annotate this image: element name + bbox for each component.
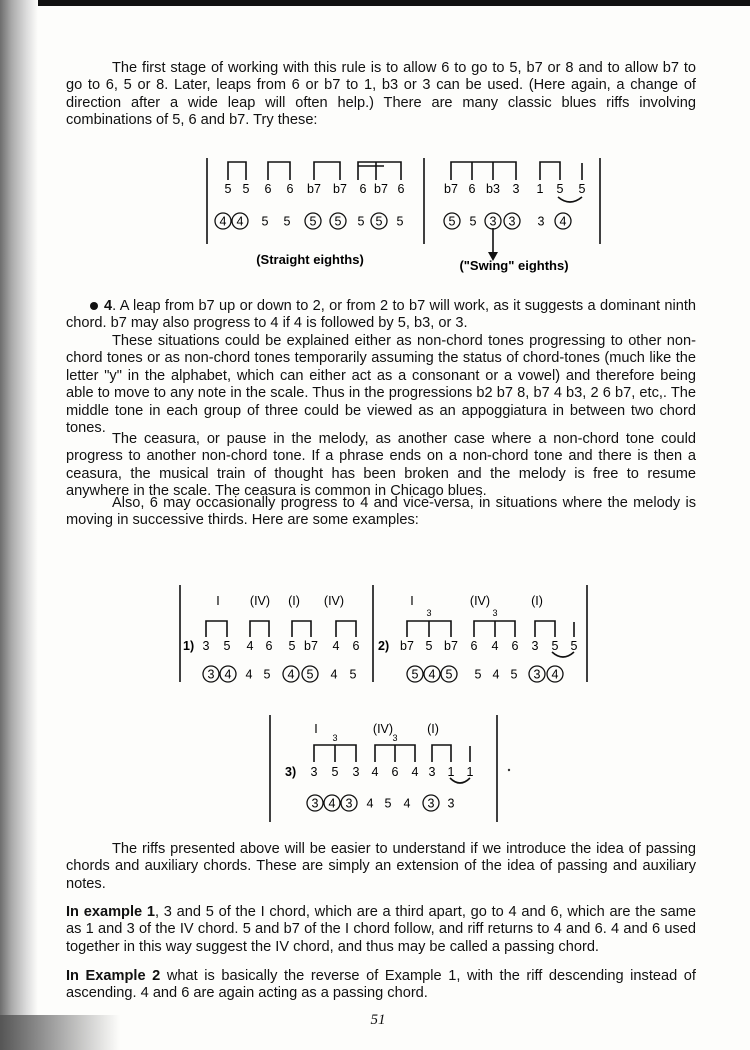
note: 3 bbox=[428, 765, 436, 779]
chord-symbol: (I) bbox=[531, 594, 543, 608]
string-number: 5 bbox=[283, 214, 291, 229]
note: 5 bbox=[570, 639, 578, 653]
note: b3 bbox=[486, 182, 500, 196]
chord-symbol: I bbox=[216, 594, 220, 608]
note: 3 bbox=[352, 765, 360, 779]
string-number: 5 bbox=[357, 214, 365, 229]
chord-symbol: (I) bbox=[288, 594, 300, 608]
note: 6 bbox=[352, 639, 360, 653]
note: 5 bbox=[556, 182, 564, 196]
string-circle: 3 bbox=[427, 796, 435, 811]
string-circle: 5 bbox=[411, 667, 419, 682]
note: 5 bbox=[223, 639, 231, 653]
chord-symbol: (IV) bbox=[323, 594, 345, 608]
chord-symbol: (I) bbox=[427, 722, 439, 736]
note: 5 bbox=[425, 639, 433, 653]
string-number: 5 bbox=[263, 667, 271, 682]
string-circle: 5 bbox=[375, 214, 383, 229]
scan-corner-shadow bbox=[0, 1015, 120, 1050]
scan-top-edge bbox=[0, 0, 750, 6]
string-circle: 4 bbox=[224, 667, 232, 682]
note: 4 bbox=[332, 639, 340, 653]
note: 1 bbox=[466, 765, 474, 779]
string-circle: 3 bbox=[207, 667, 215, 682]
string-circle: 3 bbox=[508, 214, 516, 229]
note: 6 bbox=[397, 182, 405, 196]
note: 3 bbox=[202, 639, 210, 653]
note: 5 bbox=[288, 639, 296, 653]
chord-symbol: I bbox=[314, 722, 318, 736]
string-circle: 3 bbox=[311, 796, 319, 811]
note: 4 bbox=[246, 639, 254, 653]
note: 6 bbox=[265, 639, 273, 653]
note: b7 bbox=[374, 182, 388, 196]
string-number: 4 bbox=[330, 667, 338, 682]
note: 6 bbox=[468, 182, 476, 196]
note: 6 bbox=[264, 182, 272, 196]
string-circle: 4 bbox=[551, 667, 559, 682]
paragraph-6: The riffs presented above will be easier to understand if we introduce the idea of passing chords and auxiliary chords. These are simply an extension of the idea of passing and auxiliary notes. bbox=[66, 841, 696, 892]
note: b7 bbox=[333, 182, 347, 196]
string-circle: 4 bbox=[219, 214, 227, 229]
note: 5 bbox=[578, 182, 586, 196]
page-number: 51 bbox=[370, 1012, 386, 1028]
string-number: 4 bbox=[366, 796, 374, 811]
note: 5 bbox=[551, 639, 559, 653]
example-heading: In Example 2 bbox=[66, 968, 161, 984]
note: 6 bbox=[286, 182, 294, 196]
string-circle: 4 bbox=[559, 214, 567, 229]
string-number: 5 bbox=[349, 667, 357, 682]
paragraph-4: The ceasura, or pause in the melody, as another case where a non-chord tone could progress to another non-chord tone. If a phrase ends on a non-chord tone and there is then a ceasura, the musical train of thought has been broken and the melody is free to resume anywhere in the scale. The ceasura is common in Chicago blues. bbox=[66, 431, 696, 500]
paragraph-3: These situations could be explained either as non-chord tones progressing to other non-chord tones or as non-chord tones temporarily assuming the status of chord-tones (much like the letter "y" in the alphabet, which can either act as a consonant or a vowel) and therefore being able to move to any note in the scale. Thus in the progressions b2 b7 8, b7 4 b3, 2 6 b7, etc,. The middle tone in each group of three could be viewed as an appoggiatura in between two chord tones. bbox=[66, 333, 696, 437]
note: 5 bbox=[242, 182, 250, 196]
caption-swing-eighths: ("Swing" eighths) bbox=[459, 258, 569, 273]
note: b7 bbox=[400, 639, 414, 653]
string-circle: 4 bbox=[236, 214, 244, 229]
note: b7 bbox=[304, 639, 318, 653]
bullet-icon bbox=[90, 302, 98, 310]
string-circle: 3 bbox=[489, 214, 497, 229]
triplet-mark: 3 bbox=[492, 608, 498, 618]
figure-examples-1-2 bbox=[0, 580, 750, 690]
string-circle: 5 bbox=[309, 214, 317, 229]
string-number: 5 bbox=[384, 796, 392, 811]
string-circle: 3 bbox=[345, 796, 353, 811]
string-number: 5 bbox=[396, 214, 404, 229]
example-label: 1) bbox=[183, 639, 195, 653]
triplet-mark: 3 bbox=[332, 733, 338, 743]
note: 6 bbox=[359, 182, 367, 196]
note: 6 bbox=[391, 765, 399, 779]
triplet-mark: 3 bbox=[426, 608, 432, 618]
note: 3 bbox=[310, 765, 318, 779]
string-number: 5 bbox=[474, 667, 482, 682]
caption-straight-eighths: (Straight eighths) bbox=[256, 252, 364, 267]
paragraph-1: The first stage of working with this rule is to allow 6 to go to 5, b7 or 8 and to allow b7 to go to 6, 5 or 8. Later, leaps from 6 or b7 to 1, b3 or 3 can be used. (Here again, a change of direction after a wide leap will often help.) There are many classic blues riffs involving combinations of 5, 6 and b7. Try these: bbox=[66, 60, 696, 129]
string-circle: 4 bbox=[328, 796, 336, 811]
string-number: 4 bbox=[492, 667, 500, 682]
note: 4 bbox=[411, 765, 419, 779]
example-label: 3) bbox=[285, 765, 297, 779]
note: 6 bbox=[511, 639, 519, 653]
chord-symbol: (IV) bbox=[372, 722, 394, 736]
chord-symbol: (IV) bbox=[249, 594, 271, 608]
string-circle: 5 bbox=[448, 214, 456, 229]
note: 3 bbox=[531, 639, 539, 653]
note: b7 bbox=[444, 182, 458, 196]
string-circle: 3 bbox=[533, 667, 541, 682]
string-number: 5 bbox=[510, 667, 518, 682]
string-number: 5 bbox=[469, 214, 477, 229]
string-number: 4 bbox=[245, 667, 253, 682]
note: 4 bbox=[371, 765, 379, 779]
string-number: 5 bbox=[261, 214, 269, 229]
string-number: 3 bbox=[447, 796, 455, 811]
paragraph-8: In Example 2 what is basically the reverse of Example 1, with the riff descending instead of ascending. 4 and 6 are again acting as a passing chord. bbox=[66, 968, 696, 1002]
note: 1 bbox=[447, 765, 455, 779]
paragraph-2: 4. A leap from b7 up or down to 2, or from 2 to b7 will work, as it suggests a dominant ninth chord. b7 may also progress to 4 if 4 is followed by 5, b3, or 3. bbox=[66, 298, 696, 332]
rule-number: 4 bbox=[104, 298, 113, 314]
paragraph-5: Also, 6 may occasionally progress to 4 and vice-versa, in situations where the melody is moving in successive thirds. Here are some examples: bbox=[66, 495, 696, 529]
string-circle: 4 bbox=[428, 667, 436, 682]
string-circle: 5 bbox=[445, 667, 453, 682]
example-label: 2) bbox=[378, 639, 390, 653]
example-heading: In example 1 bbox=[66, 904, 155, 920]
string-number: 3 bbox=[537, 214, 545, 229]
figure-example-3 bbox=[0, 708, 750, 828]
string-number: 4 bbox=[403, 796, 411, 811]
triplet-mark: 3 bbox=[392, 733, 398, 743]
paragraph-7: In example 1, 3 and 5 of the I chord, which are a third apart, go to 4 and 6, which are the same as 1 and 3 of the IV chord. 5 and b7 of the I chord follow, and riff returns to 4 and 6. 4 and 6 used together in this way suggest the IV chord, and thus may be called a passing chord. bbox=[66, 904, 696, 955]
string-circle: 4 bbox=[287, 667, 295, 682]
note: b7 bbox=[307, 182, 321, 196]
note: 5 bbox=[331, 765, 339, 779]
note: b7 bbox=[444, 639, 458, 653]
note: 3 bbox=[512, 182, 520, 196]
chord-symbol: (IV) bbox=[469, 594, 491, 608]
chord-symbol: I bbox=[410, 594, 414, 608]
note: 4 bbox=[491, 639, 499, 653]
note: 1 bbox=[536, 182, 544, 196]
string-circle: 5 bbox=[306, 667, 314, 682]
string-circle: 5 bbox=[334, 214, 342, 229]
note: 6 bbox=[470, 639, 478, 653]
note: 5 bbox=[224, 182, 232, 196]
figure-classic-riffs bbox=[0, 150, 750, 280]
